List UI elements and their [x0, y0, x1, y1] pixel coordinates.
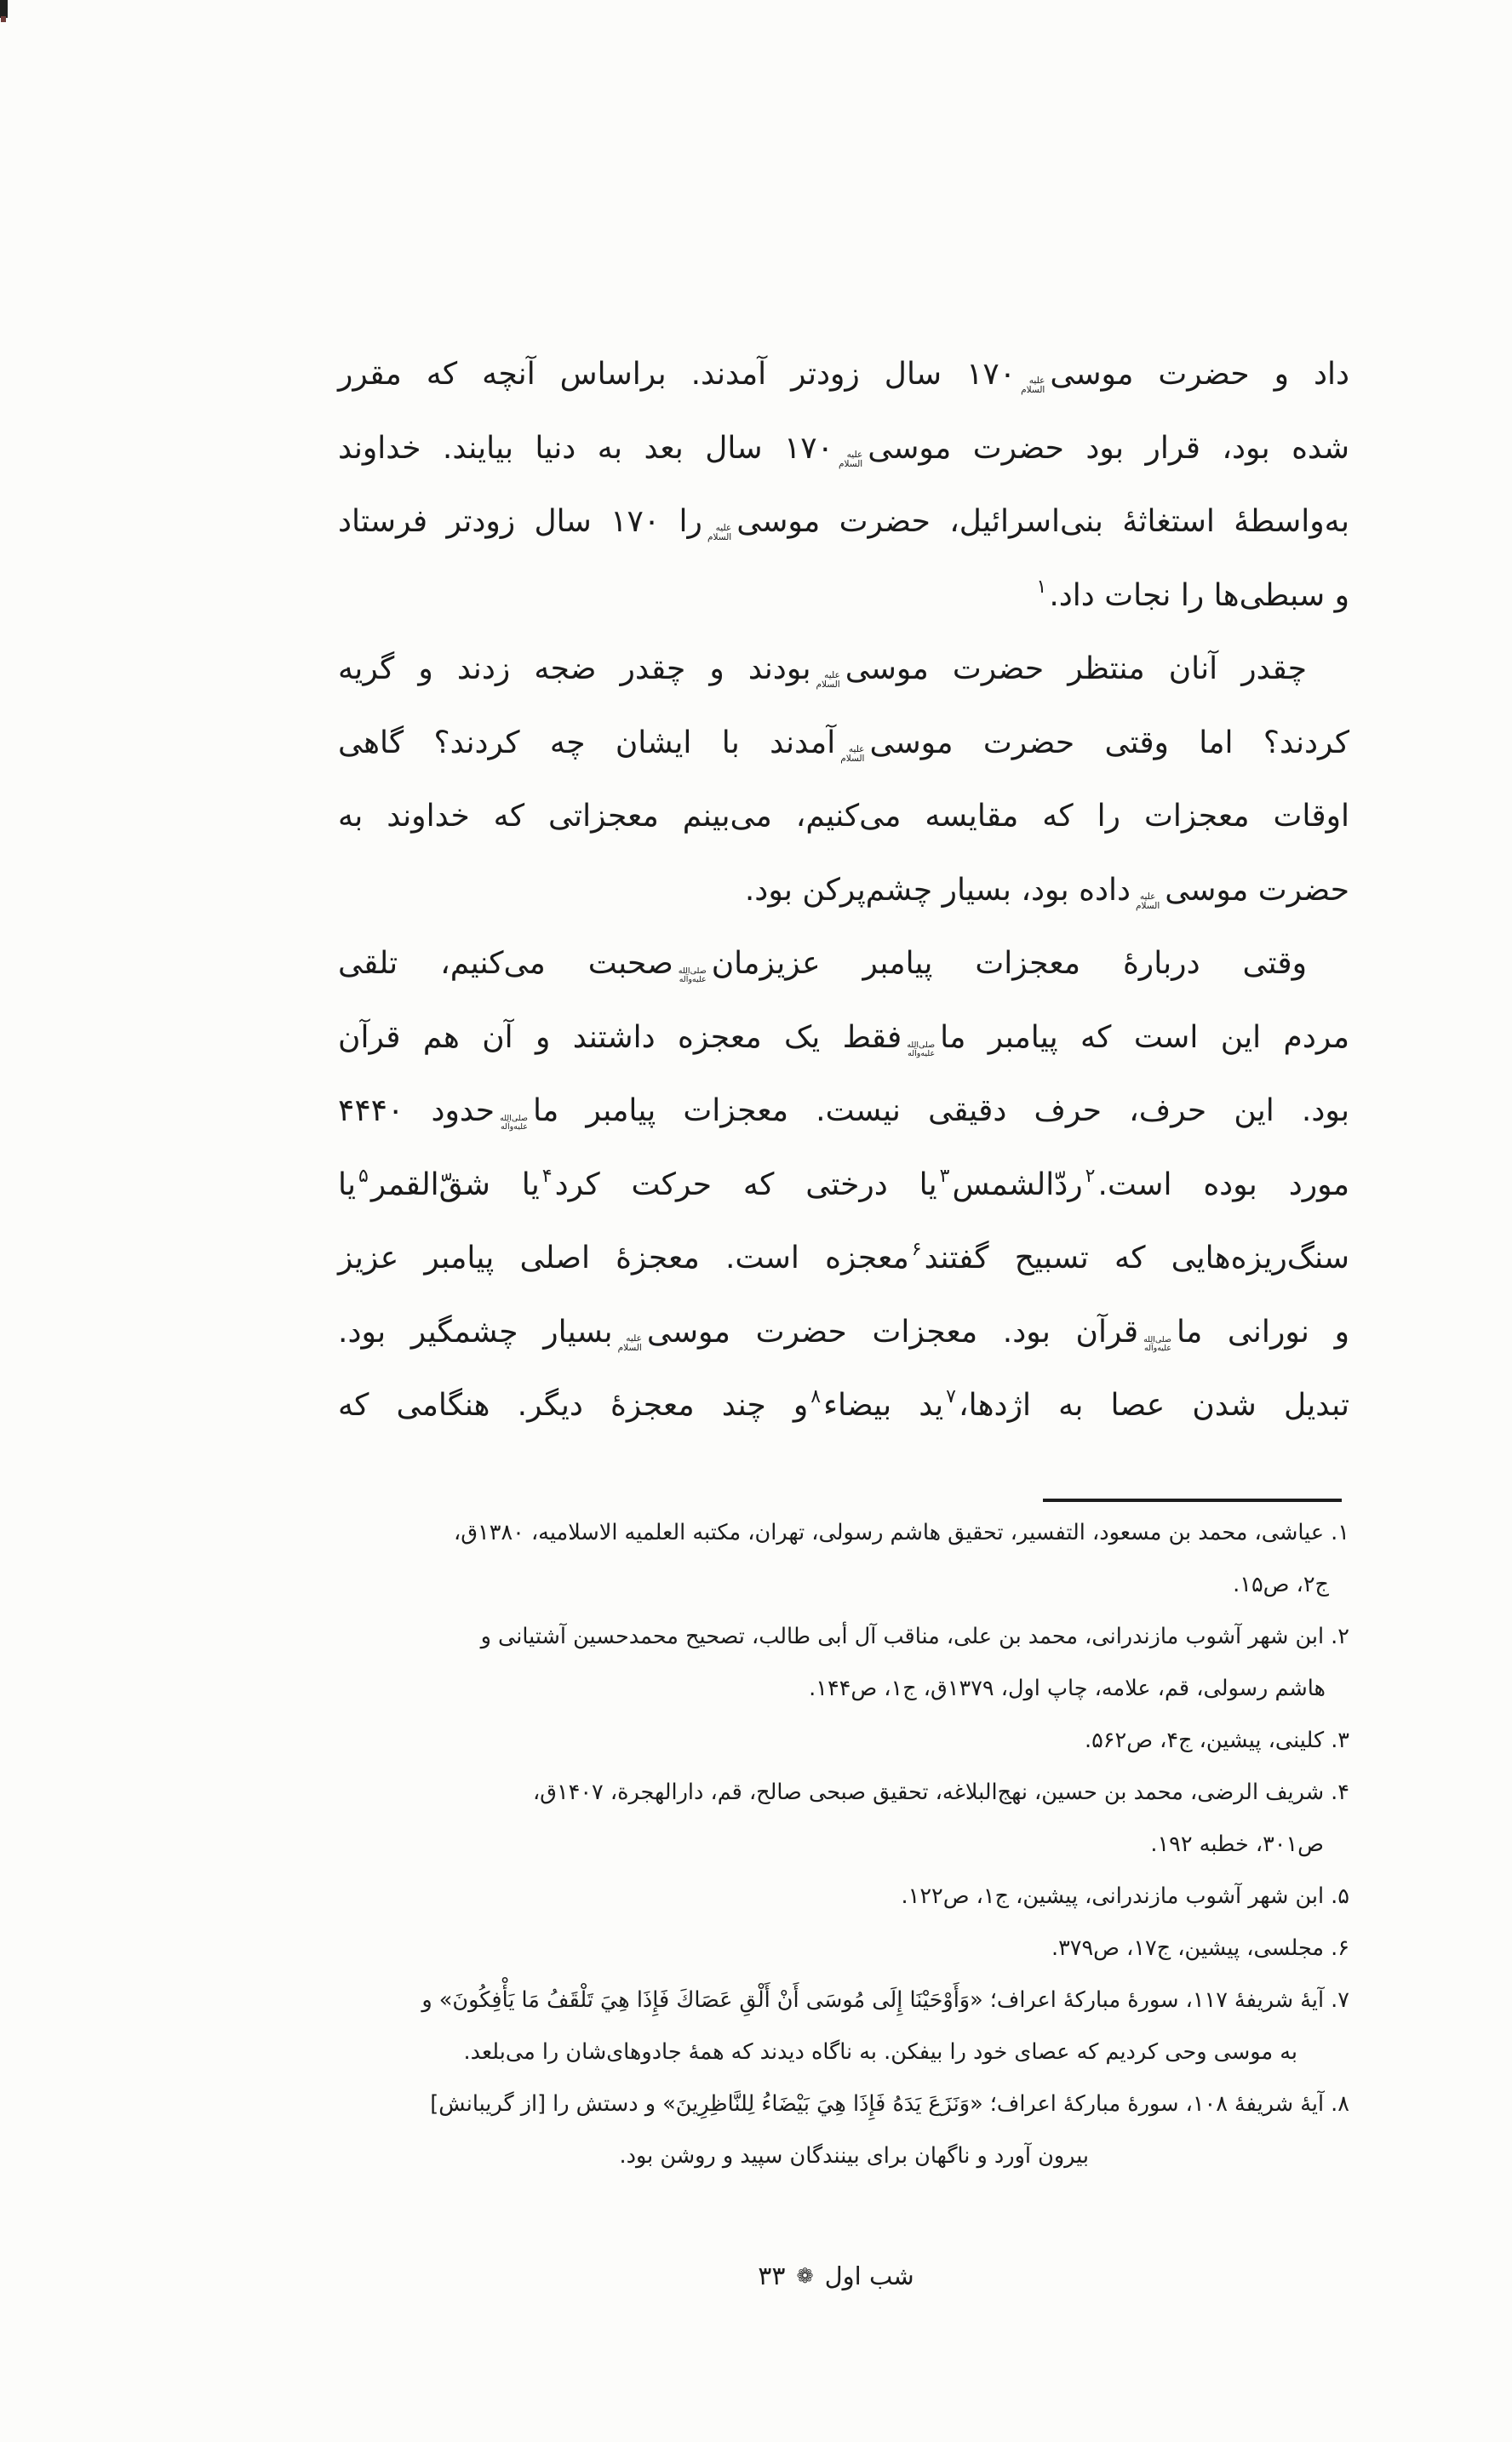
footnote-line-1: ۱. عیاشی، محمد بن مسعود، التفسیر، تحقیق هاشم رسولی، تهران، مکتبه العلمیه الاسلامیه، ۱۳۸۰ق، [454, 1520, 1349, 1545]
footnote-line-5: ۳. کلینی، پیشین، ج۴، ص۵۶۲. [1085, 1728, 1349, 1753]
footnote-line-11: به موسی وحی کردیم که عصای خود را بیفکن. به ناگاه دیدند که همهٔ جادوهای‌شان را می‌بلعد. [463, 2039, 1297, 2065]
footnote-line-8: ۵. ابن شهر آشوب مازندرانی، پیشین، ج۱، ص۱۲۲. [901, 1883, 1349, 1909]
text-line-13: سنگ‌ریزه‌هایی که تسبیح گفتند$^۶$معجزه است. معجزهٔ اصلی پیامبر عزیز [338, 1239, 1350, 1275]
honorific-sallallahu-icon: صلی‌الله علیه‌وآله [1143, 1334, 1171, 1353]
footnote-line-12: ۸. آیهٔ شریفهٔ ۱۰۸، سورهٔ مبارکهٔ اعراف؛ «وَنَزَعَ يَدَهُ فَإِذَا هِيَ بَيْضَاءُ لِلنَّاظِرِينَ» و دستش را [از گریبانش] [430, 2091, 1349, 2117]
text-line-4: و سبطی‌ها را نجات داد.$^۱$ [1036, 576, 1349, 613]
honorific-alayhissalam-icon: علیه السلام [816, 670, 840, 690]
honorific-alayhissalam-icon: علیه السلام [617, 1333, 642, 1353]
text-line-2: شده بود، قرار بود حضرت موسی علیه السلام ۱۷۰ سال بعد به دنیا بیایند. خداوند [338, 430, 1349, 469]
honorific-sallallahu-icon: صلی‌الله علیه‌وآله [907, 1040, 936, 1058]
scan-corner-artifact [0, 0, 8, 18]
footnote-line-10: ۷. آیهٔ شریفهٔ ۱۱۷، سورهٔ مبارکهٔ اعراف؛ «وَأَوْحَيْنَا إِلَى مُوسَى أَنْ أَلْقِ عَصَاكَ فَإِذَا هِيَ تَلْقَفُ مَا يَأْفِكُونَ» و [421, 1987, 1349, 2013]
honorific-alayhissalam-icon: علیه السلام [840, 743, 865, 764]
text-line-15: تبدیل شدن عصا به اژدها،$^۷$ید بیضاء$^۸$و چند معجزهٔ دیگر. هنگامی که [338, 1386, 1350, 1423]
footnote-line-7: ص۳۰۱، خطبه ۱۹۲. [1150, 1832, 1324, 1857]
text-line-14: و نورانی ما صلی‌الله علیه‌وآله قرآن بود. معجزات حضرت موسی علیه السلام بسیار چشمگیر بود. [338, 1314, 1349, 1353]
footnote-separator [1043, 1499, 1342, 1502]
footer-ornament-icon: ❁ [796, 2264, 814, 2288]
footnote-ref-۵: ۵ [358, 1165, 369, 1187]
footnote-ref-۱: ۱ [1036, 576, 1047, 598]
footnote-ref-۷: ۷ [946, 1386, 956, 1407]
text-line-8: حضرت موسی علیه السلام داده بود، بسیار چشم‌پرکن بود. [744, 872, 1349, 911]
page-footer [758, 2261, 914, 2291]
scan-corner-artifact-red [1, 16, 6, 22]
text-line-3: به‌واسطهٔ استغاثهٔ بنی‌اسرائیل، حضرت موسی علیه السلام را ۱۷۰ سال زودتر فرستاد [338, 504, 1349, 542]
text-line-10: مردم این است که پیامبر ما صلی‌الله علیه‌وآله فقط یک معجزه داشتند و آن هم قرآن [338, 1019, 1349, 1058]
footnote-ref-۲: ۲ [1085, 1165, 1096, 1187]
honorific-alayhissalam-icon: علیه السلام [707, 523, 732, 542]
text-line-7: اوقات معجزات را که مقایسه می‌کنیم، می‌بینم معجزاتی که خداوند به [338, 799, 1349, 834]
text-line-11: بود. این حرف، حرف دقیقی نیست. معجزات پیامبر ما صلی‌الله علیه‌وآله حدود ۴۴۴۰ [338, 1093, 1349, 1132]
footnote-ref-۳: ۳ [939, 1165, 950, 1187]
text-line-6: کردند؟ اما وقتی حضرت موسی علیه السلام آمدند با ایشان چه کردند؟ گاهی [338, 725, 1349, 764]
main-text [338, 338, 1349, 1443]
footer-section-title: شب اول [824, 2261, 914, 2290]
footnotes [338, 1507, 1349, 2182]
footnote-line-4: هاشم رسولی، قم، علامه، چاپ اول، ۱۳۷۹ق، ج۱، ص۱۴۴. [809, 1676, 1326, 1701]
footnote-line-13: بیرون آورد و ناگهان برای بینندگان سپید و روشن بود. [619, 2143, 1089, 2169]
honorific-sallallahu-icon: صلی‌الله علیه‌وآله [678, 966, 707, 984]
honorific-alayhissalam-icon: علیه السلام [1136, 891, 1160, 911]
honorific-alayhissalam-icon: علیه السلام [838, 449, 863, 469]
text-line-1: داد و حضرت موسی علیه السلام ۱۷۰ سال زودتر آمدند. براساس آنچه که مقرر [338, 357, 1350, 395]
text-line-12: مورد بوده است.$^۲$ردّالشمس$^۳$یا درختی که حرکت کرد$^۴$یا شقّ‌القمر$^۵$یا [338, 1165, 1349, 1202]
footnote-line-9: ۶. مجلسی، پیشین، ج۱۷، ص۳۷۹. [1051, 1935, 1349, 1961]
honorific-sallallahu-icon: صلی‌الله علیه‌وآله [500, 1114, 528, 1132]
footer-page-number: ۳۳ [758, 2261, 786, 2291]
footnote-line-6: ۴. شریف الرضی، محمد بن حسین، نهج‌البلاغه، تحقیق صبحی صالح، قم، دارالهجرة، ۱۴۰۷ق، [532, 1780, 1349, 1805]
footnote-line-3: ۲. ابن شهر آشوب مازندرانی، محمد بن علی، مناقب آل أبی طالب، تصحیح محمدحسین آشتیانی و [480, 1624, 1349, 1649]
footnote-ref-۶: ۶ [911, 1239, 922, 1260]
footnote-ref-۴: ۴ [541, 1165, 553, 1187]
honorific-alayhissalam-icon: علیه السلام [1021, 375, 1045, 395]
text-line-9: وقتی دربارهٔ معجزات پیامبر عزیزمان صلی‌الله علیه‌وآله صحبت می‌کنیم، تلقی [338, 946, 1308, 984]
footnote-line-2: ج۲، ص۱۵. [1233, 1572, 1329, 1597]
text-line-5: چقدر آنان منتظر حضرت موسی علیه السلام بودند و چقدر ضجه زدند و گریه [338, 651, 1307, 690]
footnote-ref-۸: ۸ [810, 1386, 822, 1407]
